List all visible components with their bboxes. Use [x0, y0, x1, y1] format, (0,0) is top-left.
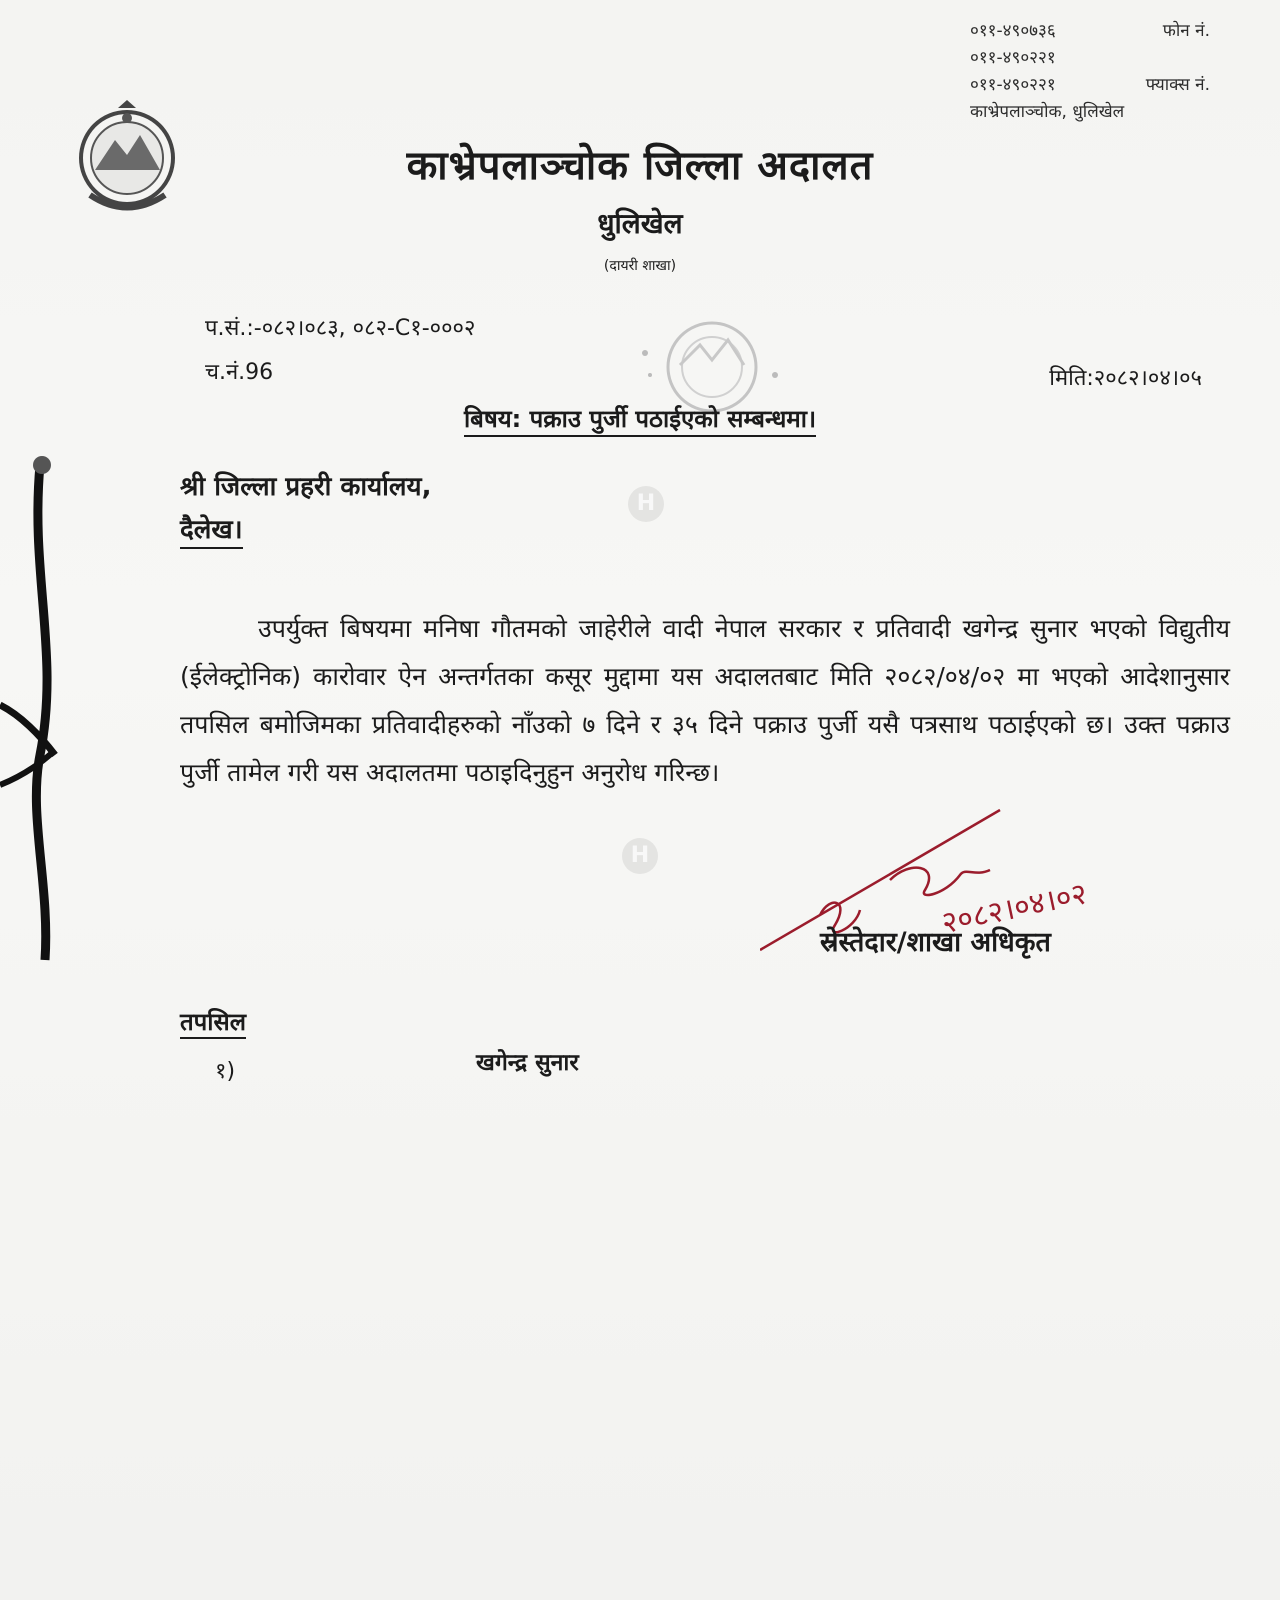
- reference-number: प.सं.:-०८२।०८३, ०८२-C१-०००२: [205, 316, 476, 341]
- fax-number: ०११-४९०२२१: [970, 75, 1056, 95]
- court-name: काभ्रेपलाञ्चोक जिल्ला अदालत: [406, 143, 874, 189]
- court-city: धुलिखेल: [597, 207, 683, 240]
- contact-address: काभ्रेपलाञ्चोक, धुलिखेल: [970, 102, 1125, 122]
- addressee-location-text: दैलेख।: [180, 515, 243, 549]
- officer-designation: स्रेस्तेदार/शाखा अधिकृत: [820, 927, 1051, 958]
- schedule-item-number: १): [215, 1059, 236, 1084]
- letter-body: उपर्युक्त बिषयमा मनिषा गौतमको जाहेरीले वादी नेपाल सरकार र प्रतिवादी खगेन्द्र सुनार भएको विद्युतीय (ईलेक्ट्रोनिक) कारोवार ऐन अन्तर्गतका कसूर मुद्दामा यस अदालतबाट मिति २०८२/०४/०२ मा भएको आदेशानुसार तपसिल बमोजिमका प्रतिवादीहरुको नाँउको ७ दिने र ३५ दिने पक्राउ पुर्जी यसै पत्रसाथ पठाईएको छ। उक्त पक्राउ पुर्जी तामेल गरी यस अदालतमा पठाइदिनुहुन अनुरोध गरिन्छ।: [180, 614, 1230, 787]
- watermark-logo-icon: H: [628, 486, 664, 522]
- signature-date: २०८२।०४।०२: [938, 876, 1091, 942]
- dispatch-number: च.नं.96: [205, 360, 274, 385]
- addressee-office: श्री जिल्ला प्रहरी कार्यालय,: [180, 472, 432, 502]
- letter-date: मिति:२०८२।०४।०५: [1049, 366, 1202, 391]
- phone-number-1: ०११-४९०७३६: [970, 21, 1056, 41]
- schedule-heading: [180, 1005, 246, 1038]
- addressee-location: [180, 510, 243, 546]
- schedule-heading-text: तपसिल: [180, 1008, 246, 1039]
- court-branch: (दायरी शाखा): [603, 258, 677, 274]
- fax-label: फ्याक्स नं.: [1145, 75, 1210, 95]
- phone-number-2: ०११-४९०२२१: [970, 48, 1056, 68]
- binding-string: [0, 455, 70, 975]
- watermark-logo-icon: H: [622, 838, 658, 874]
- schedule-item-name: खगेन्द्र सुनार: [476, 1050, 579, 1076]
- contact-block: [970, 18, 1210, 126]
- phone-label: फोन नं.: [1162, 21, 1210, 41]
- letter-subject-text: बिषय: पक्राउ पुर्जी पठाईएको सम्बन्धमा।: [464, 405, 816, 437]
- letter-subject: [0, 402, 1280, 435]
